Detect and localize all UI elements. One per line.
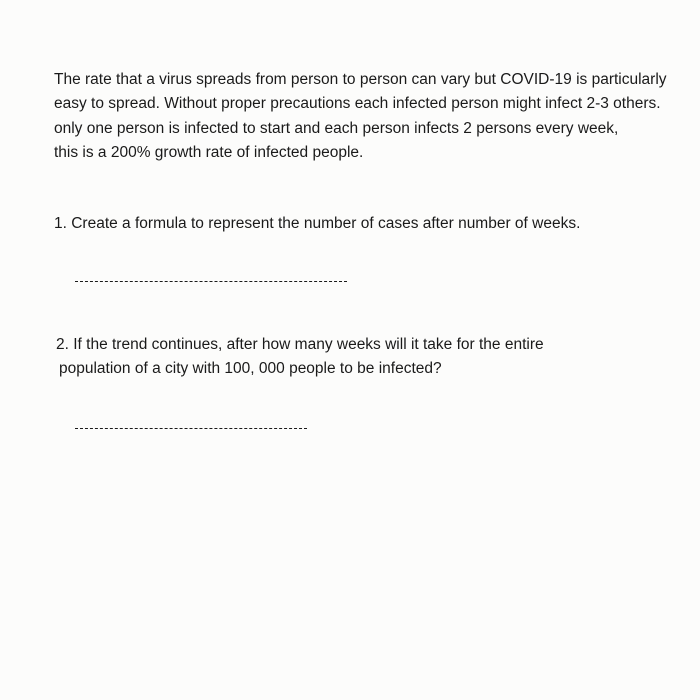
question-1 [54,212,580,236]
intro-paragraph [54,68,684,165]
question-1-text: 1. Create a formula to represent the number of cases after number of weeks. [54,215,581,232]
intro-line: this is a 200% growth rate of infected people. [54,143,364,161]
question-2-text-line-1: 2. If the trend continues, after how many weeks will it take for the entire [56,336,544,353]
intro-line: easy to spread. Without proper precautions each infected person might infect 2-3 others. [54,95,661,113]
answer-blank-1[interactable] [75,281,347,282]
question-2 [56,333,544,381]
intro-line: only one person is infected to start and each person infects 2 persons every week, [54,119,619,137]
intro-line: The rate that a virus spreads from person to person can vary but COVID-19 is particularly [54,71,667,88]
question-2-text-line-2: population of a city with 100, 000 people to be infected? [59,360,442,377]
answer-blank-2[interactable] [75,428,307,429]
